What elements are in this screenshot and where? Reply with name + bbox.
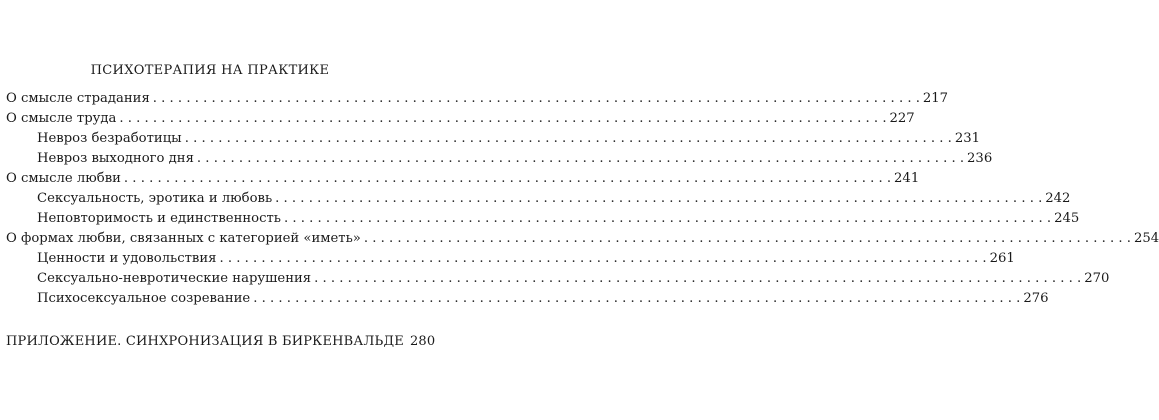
dot-leader [284, 210, 1051, 228]
toc-entry-label: О смысле страдания [6, 91, 150, 106]
toc-appendix-page: 280 [409, 334, 436, 349]
toc-subentry [37, 190, 1071, 208]
toc-entry-label: О формах любви, связанных с категорией «иметь» [6, 231, 361, 246]
toc-entry-page: 217 [922, 91, 949, 106]
toc-entry-label: О смысле труда [6, 111, 117, 126]
dot-leader [124, 170, 891, 188]
section-title: ПСИХОТЕРАПИЯ НА ПРАКТИКЕ [90, 63, 330, 78]
toc-subentry [37, 250, 1015, 268]
toc-subentry [37, 130, 980, 148]
toc-entry [6, 90, 949, 108]
toc-entry-page: 254 [1133, 231, 1159, 246]
toc-entry-page: 231 [954, 131, 980, 146]
toc-appendix-label: ПРИЛОЖЕНИЕ. СИНХРОНИЗАЦИЯ В БИРКЕНВАЛЬДЕ [6, 334, 404, 349]
toc-entry-label: Сексуально-невротические нарушения [37, 271, 312, 286]
toc-entry-label: Неповторимость и единственность [37, 211, 281, 226]
toc-entry [6, 230, 1159, 248]
dot-leader [197, 150, 964, 168]
dot-leader [219, 250, 986, 268]
toc-entry-page: 227 [889, 111, 915, 126]
toc-subentry [37, 270, 1110, 288]
toc-entry-page: 236 [967, 151, 993, 166]
toc-appendix-entry [6, 333, 436, 351]
dot-leader [253, 290, 1020, 308]
toc-entry-page: 276 [1023, 291, 1049, 306]
dot-leader [314, 270, 1081, 288]
toc-entry-page: 245 [1054, 211, 1080, 226]
toc-entry-page: 261 [989, 251, 1015, 266]
toc-subentry [37, 290, 1049, 308]
toc-subentry [37, 150, 993, 168]
toc-entry-label: Невроз выходного дня [37, 151, 194, 166]
toc-entry [6, 170, 920, 188]
toc-entry-page: 270 [1084, 271, 1110, 286]
dot-leader [364, 230, 1131, 248]
dot-leader [153, 90, 920, 108]
dot-leader [119, 110, 886, 128]
dot-leader [275, 190, 1042, 208]
toc-entry-label: Сексуальность, эротика и любовь [37, 191, 273, 206]
toc-entry-label: Невроз безработицы [37, 131, 182, 146]
toc-entry-page: 242 [1045, 191, 1071, 206]
toc-entry-label: О смысле любви [6, 171, 121, 186]
toc-entry-page: 241 [894, 171, 920, 186]
toc-entry [6, 110, 915, 128]
toc-entry-label: Ценности и удовольствия [37, 251, 217, 266]
dot-leader [185, 130, 952, 148]
toc-subentry [37, 210, 1080, 228]
toc-entry-label: Психосексуальное созревание [37, 291, 251, 306]
